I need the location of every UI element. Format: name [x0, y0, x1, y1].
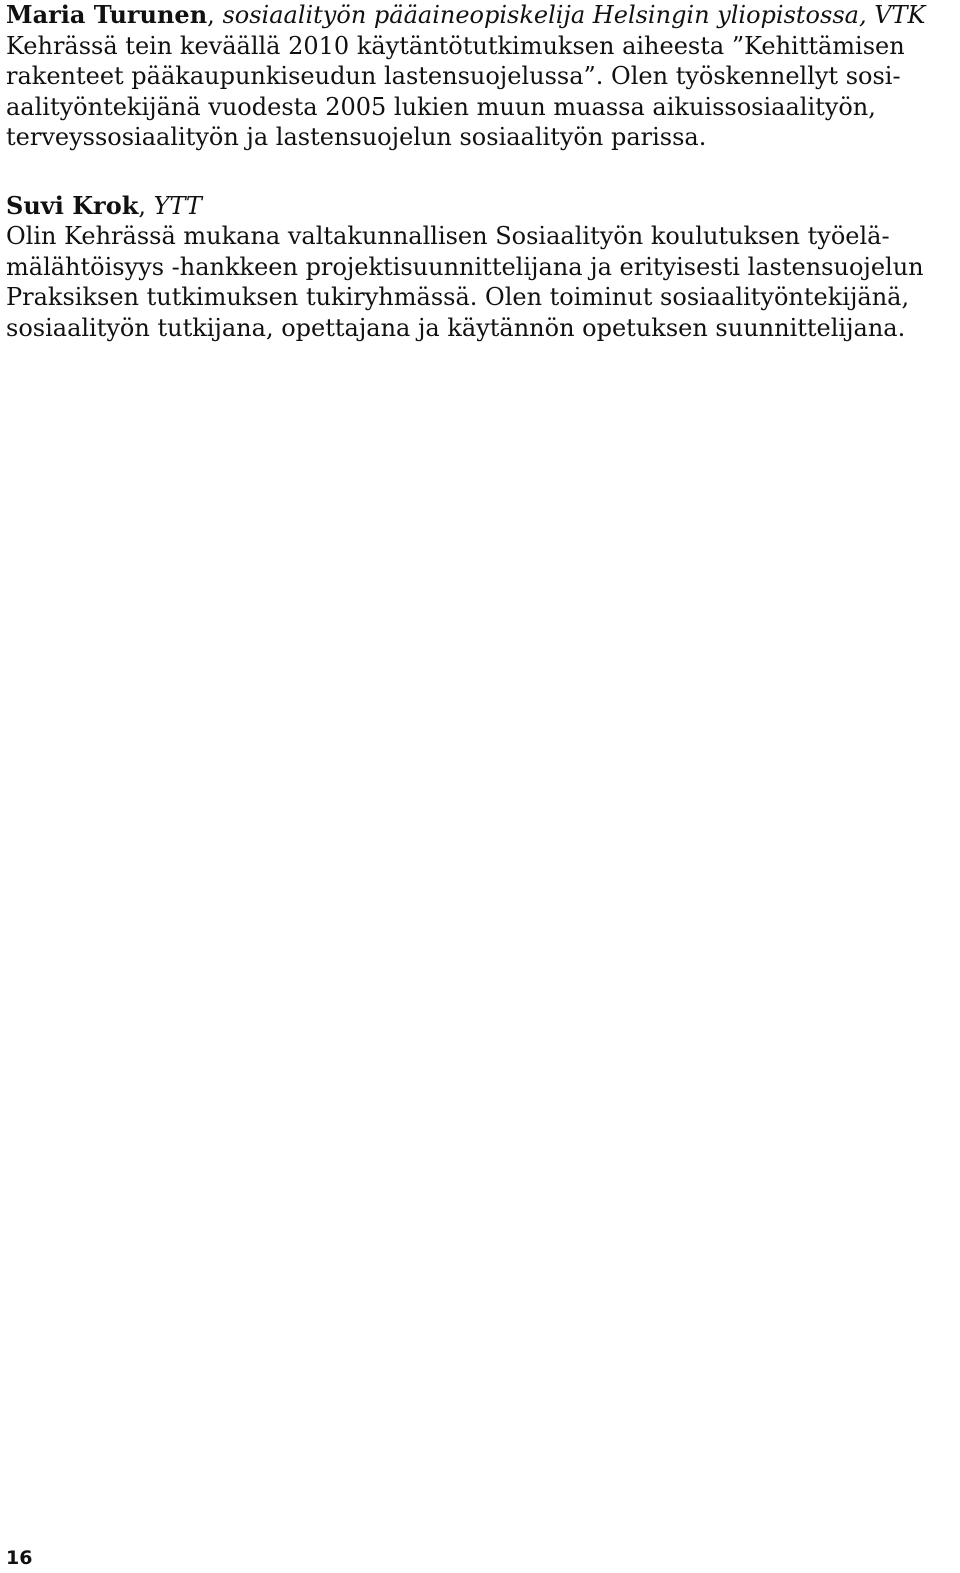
person-name: Suvi Krok — [6, 190, 139, 220]
name-separator: , — [138, 191, 146, 220]
person-name: Maria Turunen — [6, 0, 208, 29]
bio-text-line: Kehrässä tein keväällä 2010 käytäntötutkimuksen aiheesta ”Kehittämisen — [6, 31, 905, 60]
bio-text-line: aalityöntekijänä vuodesta 2005 lukien muun muassa aikuissosiaalityön, — [6, 92, 876, 121]
bio-maria-turunen — [6, 0, 952, 153]
bio-text-line: mälähtöisyys -hankkeen projektisuunnittelijana ja erityisesti lastensuojelun — [6, 252, 924, 281]
document-page — [6, 0, 952, 343]
person-role: YTT — [153, 191, 202, 220]
bio-heading — [6, 0, 952, 31]
bio-text-line: Olin Kehrässä mukana valtakunnallisen Sosiaalityön koulutuksen työelä- — [6, 222, 890, 250]
name-separator: , — [207, 1, 215, 29]
bio-text-line: Praksiksen tutkimuksen tukiryhmässä. Olen toiminut sosiaalityöntekijänä, — [6, 283, 910, 311]
bio-suvi-krok — [6, 191, 952, 344]
person-role: sosiaalityön pääaineopiskelija Helsingin yliopistossa, VTK — [222, 1, 926, 29]
page-number: 16 — [6, 1547, 33, 1569]
bio-text-line: terveyssosiaalityön ja lastensuojelun sosiaalityön parissa. — [6, 123, 707, 151]
bio-heading — [6, 191, 952, 222]
bio-text-line: rakenteet pääkaupunkiseudun lastensuojelussa”. Olen työskennellyt sosi- — [6, 62, 901, 90]
bio-text-line: sosiaalityön tutkijana, opettajana ja käytännön opetuksen suunnittelijana. — [6, 313, 906, 342]
